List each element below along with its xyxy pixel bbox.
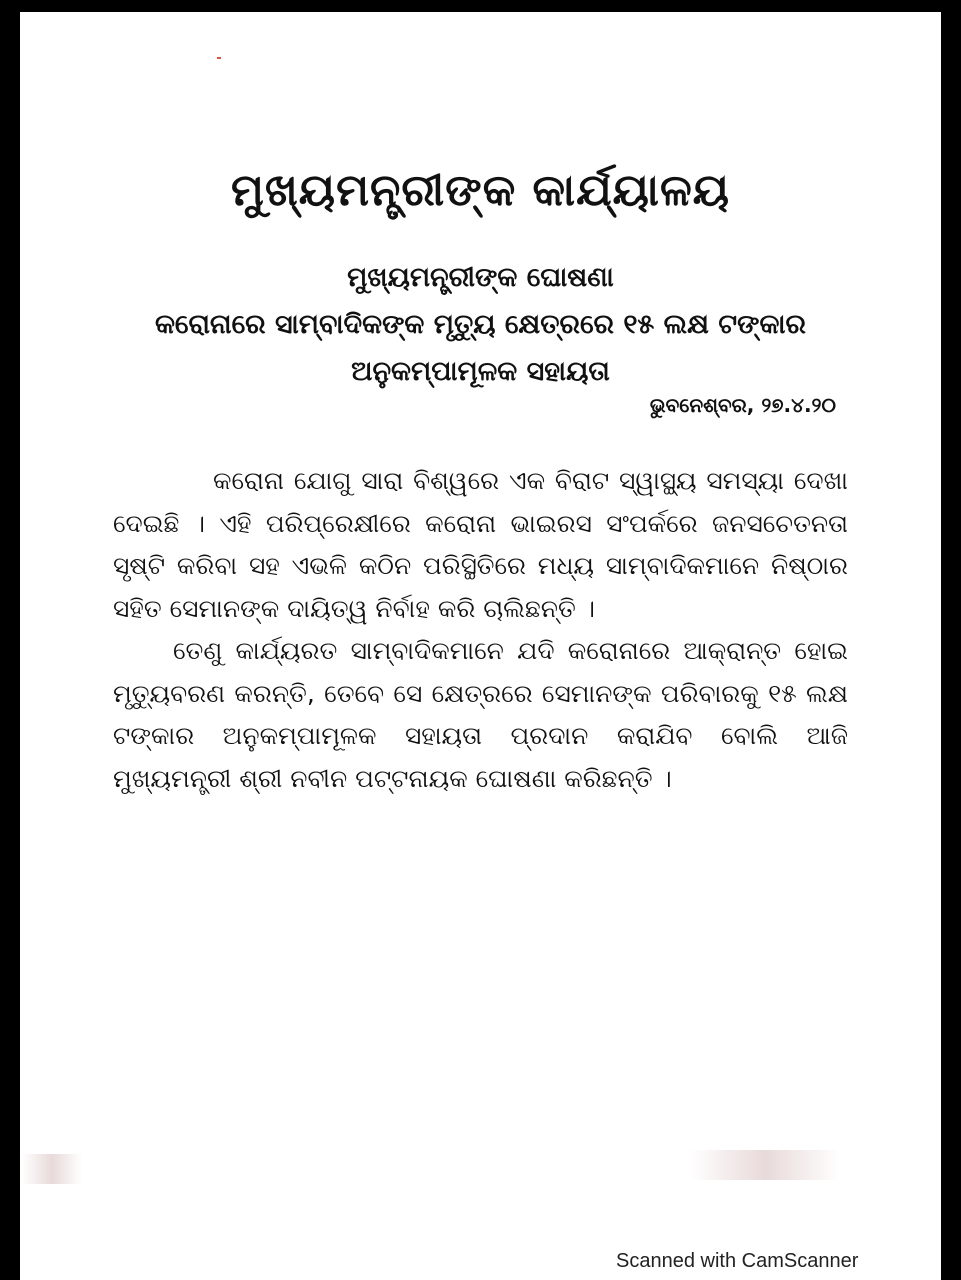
announcement-subheading-continued: ଅନୁକମ୍ପାମୂଳକ ସହାୟତା bbox=[351, 356, 610, 387]
scan-speck bbox=[217, 57, 221, 59]
press-release-body bbox=[113, 460, 848, 800]
office-title: ମୁଖ୍ୟମନ୍ତ୍ରୀଙ୍କ କାର୍ଯ୍ୟାଳୟ bbox=[230, 165, 731, 216]
place-and-date: ଭୁବନେଶ୍ବର, ୨୭.୪.୨୦ bbox=[649, 393, 836, 417]
announcement-heading: ମୁଖ୍ୟମନ୍ତ୍ରୀଙ୍କ ଘୋଷଣା bbox=[347, 262, 614, 293]
announcement-subheading: କରୋନାରେ ସାମ୍ବାଦିକଙ୍କ ମୃତ୍ୟୁ କ୍ଷେତ୍ରରେ ୧୫ ଲକ୍ଷ ଟଙ୍କାର bbox=[154, 309, 807, 340]
scan-smudge-left bbox=[22, 1154, 82, 1184]
body-paragraph-2: ତେଣୁ କାର୍ଯ୍ୟରତ ସାମ୍ବାଦିକମାନେ ଯଦି କରୋନାରେ ଆକ୍ରାନ୍ତ ହୋଇ ମୃତ୍ୟୁବରଣ କରନ୍ତି, ତେବେ ସେ କ୍ଷେତ୍ରରେ ସେମାନଙ୍କ ପରିବାରକୁ ୧୫ ଲକ୍ଷ ଟଙ୍କାର ଅନୁକମ୍ପାମୂଳକ ସହାୟତା ପ୍ରଦାନ କରାଯିବ ବୋଲି ଆଜି ମୁଖ୍ୟମନ୍ତ୍ରୀ ଶ୍ରୀ ନବୀନ ପଟ୍ଟନାୟକ ଘୋଷଣା କରିଛନ୍ତି । bbox=[113, 636, 848, 793]
scan-smudge-right bbox=[690, 1150, 840, 1180]
scan-border-top bbox=[0, 0, 961, 12]
body-paragraph-1: କରୋନା ଯୋଗୁ ସାରା ବିଶ୍ୱରେ ଏକ ବିରାଟ ସ୍ୱାସ୍ଥ୍ୟ ସମସ୍ୟା ଦେଖା ଦେଇଛି । ଏହି ପରିପ୍ରେକ୍ଷୀରେ କରୋନା ଭାଇରସ ସଂପର୍କରେ ଜନସଚେତନତା ସୃଷ୍ଟି କରିବା ସହ ଏଭଳି କଠିନ ପରିସ୍ଥିତିରେ ମଧ୍ୟ ସାମ୍ବାଦିକମାନେ ନିଷ୍ଠାର ସହିତ ସେମାନଙ୍କ ଦାୟିତ୍ୱ ନିର୍ବାହ କରି ଚାଲିଛନ୍ତି । bbox=[113, 466, 848, 623]
scanner-watermark: Scanned with CamScanner bbox=[616, 1250, 859, 1272]
